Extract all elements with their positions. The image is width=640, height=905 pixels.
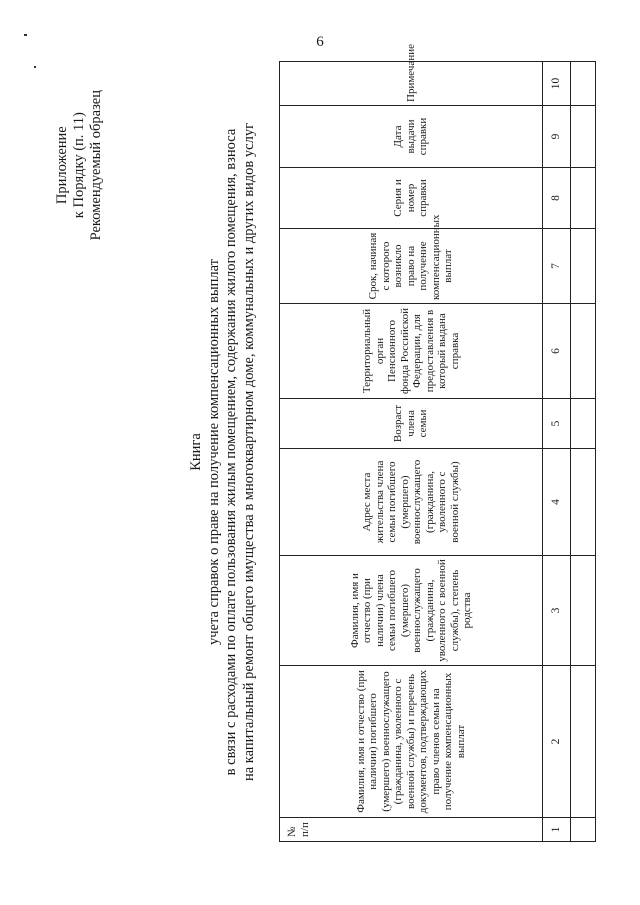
header-cell: Фамилия, имя и отчество (при наличии) члена семьи погибшего (умершего) военнослужащего (гражданина, уволенного с военной службы), степень родства xyxy=(280,556,543,666)
document-title xyxy=(188,62,258,842)
page-number: 6 xyxy=(316,34,324,50)
header-cell: Адрес места жительства члена семьи погибшего (умершего) военнослужащего (гражданина, уволенного с военной службы) xyxy=(280,449,543,556)
column-number: 9 xyxy=(543,106,571,168)
scan-speck xyxy=(34,66,36,68)
column-number-row xyxy=(543,62,571,842)
column-number: 1 xyxy=(543,818,571,842)
empty-cell xyxy=(571,556,596,666)
header-cell: Территориальный орган Пенсионного фонда Российской Федерации, для предоставления в который выдана справка xyxy=(280,304,543,399)
empty-row xyxy=(571,62,596,842)
column-number: 3 xyxy=(543,556,571,666)
empty-cell xyxy=(571,304,596,399)
header-cell: Фамилия, имя и отчество (при наличии) погибшего (умершего) военнослужащего (гражданина, уволенного с военной службы) и перечень документов, подтверждающих право членов семьи на получение компенсационных выплат xyxy=(280,666,543,818)
appendix-note: Рекомендуемый образец xyxy=(88,90,104,241)
empty-cell xyxy=(571,666,596,818)
column-number: 7 xyxy=(543,229,571,304)
header-cell: Дата выдачи справки xyxy=(280,106,543,168)
empty-cell xyxy=(571,62,596,106)
empty-cell xyxy=(571,399,596,449)
header-cell: Возраст члена семьи xyxy=(280,399,543,449)
column-number: 10 xyxy=(543,62,571,106)
rotated-page-content xyxy=(54,44,563,842)
header-cell: Серия и номер справки xyxy=(280,168,543,229)
column-number: 5 xyxy=(543,399,571,449)
header-cell: Срок, начиная с которого возникло право на получение компенсационных выплат xyxy=(280,229,543,304)
header-row xyxy=(280,62,543,842)
column-number: 8 xyxy=(543,168,571,229)
empty-cell xyxy=(571,229,596,304)
appendix-reference: к Порядку (п. 11) xyxy=(71,112,87,219)
appendix-label: Приложение xyxy=(54,126,70,205)
appendix-block xyxy=(54,90,105,240)
column-number: 2 xyxy=(543,666,571,818)
empty-cell xyxy=(571,449,596,556)
empty-cell xyxy=(571,168,596,229)
empty-cell xyxy=(571,106,596,168)
title-line: Книга xyxy=(188,433,204,471)
header-cell: № п/п xyxy=(280,818,543,842)
scan-speck xyxy=(24,34,27,36)
ledger-table xyxy=(279,44,596,842)
title-line: на капитальный ремонт общего имущества в многоквартирном доме, коммунальных и других видов услуг xyxy=(240,122,257,782)
empty-cell xyxy=(571,818,596,842)
title-line: учета справок о праве на получение компенсационных выплат xyxy=(205,258,222,646)
column-number: 4 xyxy=(543,449,571,556)
column-number: 6 xyxy=(543,304,571,399)
header-cell: Примечание xyxy=(280,62,543,106)
title-line: в связи с расходами по оплате пользования жилым помещением, содержания жилого помещения, взноса xyxy=(223,128,239,776)
